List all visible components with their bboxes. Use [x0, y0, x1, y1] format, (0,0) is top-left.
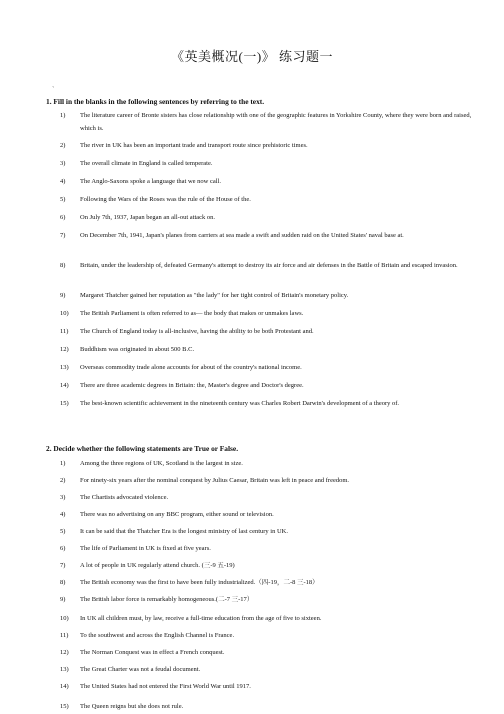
item-number: 7) — [60, 562, 66, 569]
item-text: Buddhism was originated in about 500 B.C. — [80, 346, 195, 353]
page-title: 《英美概况(一)》 练习题一 — [171, 49, 333, 64]
item-text: The Queen reigns but she does not rule. — [80, 703, 184, 710]
item-number: 15) — [60, 703, 69, 710]
item-number: 8) — [60, 579, 66, 586]
item-number: 2) — [60, 477, 66, 484]
item-text: Overseas commodity trade alone accounts for about of the country's national income. — [80, 364, 302, 371]
section-2-heading: 2. Decide whether the following statements are True or False. — [46, 444, 239, 453]
item-number: 9) — [60, 292, 66, 299]
item-number: 11) — [60, 632, 69, 639]
item-text: The Church of England today is all-inclusive, having the ability to be both Protestant and. — [80, 328, 314, 335]
item-text: On July 7th, 1937, Japan began an all-out attack on. — [80, 214, 216, 221]
item-number: 14) — [60, 683, 69, 690]
item-text: The overall climate in England is called temperate. — [80, 160, 213, 167]
item-number: 13) — [60, 364, 69, 371]
item-text: Margaret Thatcher gained her reputation as "the lady" for her tight control of Britain's monetary policy. — [80, 292, 349, 299]
item-text: There was no advertising on any BBC program, either sound or television. — [80, 511, 274, 518]
item-text: The Great Charter was not a feudal document. — [80, 666, 201, 673]
item-text: The best-known scientific achievement in the nineteenth century was Charles Robert Darwin's development of a theory of. — [80, 400, 400, 407]
item-number: 12) — [60, 346, 69, 353]
item-text: The life of Parliament in UK is fixed at five years. — [80, 545, 211, 552]
item-number: 14) — [60, 382, 69, 389]
item-number: 4) — [60, 511, 66, 518]
item-text: There are three academic degrees in Britain: the, Master's degree and Doctor's degree. — [80, 382, 304, 389]
item-number: 15) — [60, 400, 69, 407]
item-number: 11) — [60, 328, 69, 335]
item-text: The Norman Conquest was in effect a French conquest. — [80, 649, 225, 656]
section-1-heading: 1. Fill in the blanks in the following sentences by referring to the text. — [46, 97, 265, 106]
item-text: The literature career of Bronte sisters has close relationship with one of the geographic features in Yorkshire County, where they were born and raised, which is. — [80, 112, 472, 132]
item-text: Among the three regions of UK, Scotland is the largest in size. — [80, 460, 243, 467]
item-number: 10) — [60, 615, 69, 622]
item-text: The British Parliament is often referred to as— the body that makes or unmakes laws. — [80, 310, 304, 317]
item-number: 10) — [60, 310, 69, 317]
item-number: 8) — [60, 262, 66, 269]
item-number: 4) — [60, 178, 66, 185]
item-number: 5) — [60, 196, 66, 203]
item-text: The British economy was the first to have been fully industrialized.（四-19，二-8 三-18） — [80, 579, 319, 586]
item-number: 1) — [60, 112, 66, 119]
item-text: In UK all children must, by law, receive a full-time education from the age of five to sixteen. — [80, 615, 322, 622]
item-text: To the southwest and across the English Channel is France. — [80, 632, 235, 639]
item-text: The river in UK has been an important trade and transport route since prehistoric times. — [80, 142, 308, 149]
item-text: The British labor force is remarkably homogeneous.(二-7 三-17） — [80, 596, 254, 603]
item-number: 6) — [60, 545, 66, 552]
item-text: On December 7th, 1941, Japan's planes from carriers at sea made a swift and sudden raid on the United States' naval base at. — [80, 232, 404, 239]
item-number: 5) — [60, 528, 66, 535]
item-text: Britain, under the leadership of, defeated Germany's attempt to destroy its air force and air defenses in the Battle of Britain and escaped invasion. — [80, 262, 458, 269]
item-number: 3) — [60, 494, 66, 501]
item-text: The United States had not entered the First World War until 1917. — [80, 683, 251, 690]
item-text: Following the Wars of the Roses was the rule of the House of the. — [80, 196, 251, 203]
item-text: The Anglo-Saxons spoke a language that we now call. — [80, 178, 221, 185]
item-text: For ninety-six years after the nominal conquest by Julius Caesar, Britain was left in peace and freedom. — [80, 477, 350, 484]
item-number: 7) — [60, 232, 66, 239]
item-text: It can be said that the Thatcher Era is the longest ministry of last century in UK. — [80, 528, 289, 535]
item-number: 9) — [60, 596, 66, 603]
item-number: 13) — [60, 666, 69, 673]
item-number: 1) — [60, 460, 66, 467]
item-number: 3) — [60, 160, 66, 167]
item-number: 2) — [60, 142, 66, 149]
item-number: 6) — [60, 214, 66, 221]
stray-mark: 、 — [52, 83, 59, 89]
item-text: A lot of people in UK regularly attend church. (三-9 五-19) — [80, 562, 235, 569]
item-text: The Chartists advocated violence. — [80, 494, 169, 501]
item-number: 12) — [60, 649, 69, 656]
